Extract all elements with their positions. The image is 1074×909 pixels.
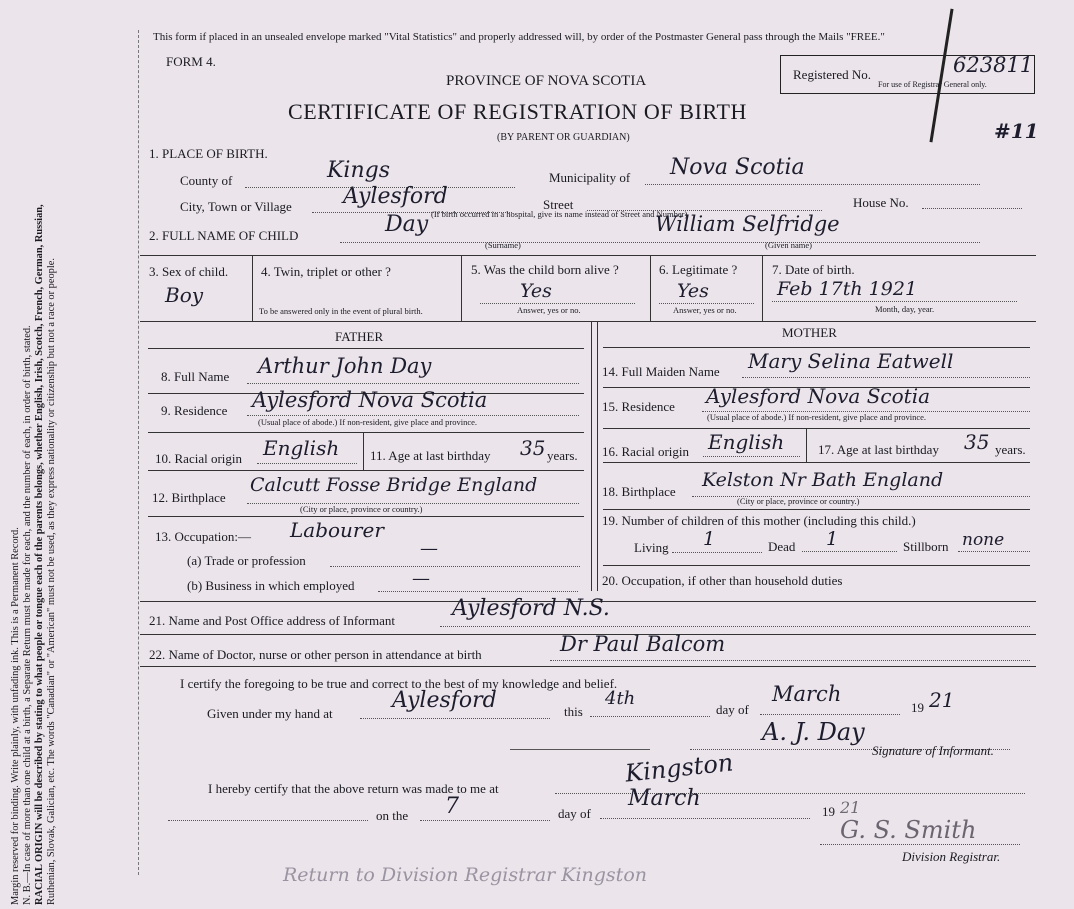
given-name-note: (Given name) <box>765 240 812 250</box>
father-racial-value: English <box>263 436 340 460</box>
alive-label: 5. Was the child born alive ? <box>471 262 619 277</box>
mother-occupation-label: 20. Occupation, if other than household duties <box>602 573 843 588</box>
certify-day: 4th <box>605 688 636 709</box>
registrar-year-prefix: 19 <box>822 804 835 819</box>
sex-label: 3. Sex of child. <box>149 264 229 279</box>
business-value: — <box>412 568 430 589</box>
dead-label: Dead <box>768 539 796 554</box>
margin-notes <box>10 25 130 905</box>
certify-day-of-label: day of <box>716 702 749 717</box>
dead-value: 1 <box>826 528 839 550</box>
certificate-subtitle: (BY PARENT OR GUARDIAN) <box>497 132 630 143</box>
father-age-unit: years. <box>547 448 578 463</box>
corner-mark: #11 <box>994 119 1039 143</box>
municipality-value: Nova Scotia <box>670 155 805 180</box>
mail-notice: This form if placed in an unsealed envelope marked "Vital Statistics" and properly addressed will, by order of the Postmaster General pass through the Mails "FREE." <box>153 31 885 43</box>
street-label: Street <box>543 197 574 212</box>
date-note: Month, day, year. <box>875 304 935 314</box>
date-value: Feb 17th 1921 <box>777 278 918 300</box>
father-occupation-value: Labourer <box>290 518 384 542</box>
living-value: 1 <box>703 528 716 550</box>
margin-note-1: Margin reserved for binding. Write plainly, with unfading ink. This is a Permanent Record. <box>10 527 21 905</box>
registered-note: For use of Registrar General only. <box>878 80 987 89</box>
father-residence-value: Aylesford Nova Scotia <box>252 388 488 412</box>
county-value: Kings <box>327 158 391 183</box>
county-label: County of <box>180 173 233 188</box>
mother-birthplace-label: 18. Birthplace <box>602 484 676 499</box>
legitimate-label: 6. Legitimate ? <box>659 262 738 277</box>
house-label: House No. <box>853 195 909 210</box>
certify-year-prefix: 19 <box>911 700 924 715</box>
footer-note: Return to Division Registrar Kingston <box>283 864 647 886</box>
legitimate-value: Yes <box>677 280 709 302</box>
informant-signature: A. J. Day <box>762 718 865 746</box>
mother-name-label: 14. Full Maiden Name <box>602 364 720 379</box>
father-occupation-label: 13. Occupation:— <box>155 529 252 544</box>
margin-note-3: RACIAL ORIGIN will be described by stating to what people or tongue each of the parents belongs, whether English, Irish, Scotch, French, German, Russian, <box>34 204 45 905</box>
registrar-signature: G. S. Smith <box>840 816 977 844</box>
father-birthplace-value: Calcutt Fosse Bridge England <box>250 474 538 496</box>
doctor-label: 22. Name of Doctor, nurse or other person in attendance at birth <box>149 647 482 662</box>
mother-residence-value: Aylesford Nova Scotia <box>706 384 931 408</box>
informant-value: Aylesford N.S. <box>452 596 610 621</box>
trade-label: (a) Trade or profession <box>187 553 306 568</box>
this-label: this <box>564 704 583 719</box>
registered-label: Registered No. <box>793 67 871 82</box>
children-count-label: 19. Number of children of this mother (including this child.) <box>602 513 916 528</box>
registrar-day-of-label: day of <box>558 806 591 821</box>
mother-residence-note: (Usual place of abode.) If non-resident, give place and province. <box>707 412 927 422</box>
doctor-value: Dr Paul Balcom <box>560 632 726 656</box>
given-under-label: Given under my hand at <box>207 706 333 721</box>
alive-value: Yes <box>520 280 552 302</box>
province-heading: PROVINCE OF NOVA SCOTIA <box>446 73 647 89</box>
mother-heading: MOTHER <box>782 325 837 340</box>
registrar-day: 7 <box>445 794 459 819</box>
certify-year: 21 <box>929 688 955 712</box>
form-number: FORM 4. <box>166 54 216 69</box>
mother-name-value: Mary Selina Eatwell <box>748 349 954 373</box>
legitimate-note: Answer, yes or no. <box>673 305 737 315</box>
mother-residence-label: 15. Residence <box>602 399 675 414</box>
mother-age-label: 17. Age at last birthday <box>818 442 939 457</box>
trade-value: — <box>420 538 438 559</box>
mother-age-value: 35 <box>964 430 990 454</box>
informant-label: 21. Name and Post Office address of Informant <box>149 613 395 628</box>
certify-statement: I certify the foregoing to be true and correct to the best of my knowledge and belief. <box>180 676 618 691</box>
certify-month: March <box>772 682 842 706</box>
father-age-label: 11. Age at last birthday <box>370 448 491 463</box>
certificate-title: CERTIFICATE OF REGISTRATION OF BIRTH <box>288 99 747 124</box>
on-the-label: on the <box>376 808 409 823</box>
mother-racial-value: English <box>708 430 785 454</box>
father-name-value: Arthur John Day <box>258 354 432 378</box>
alive-note: Answer, yes or no. <box>517 305 581 315</box>
father-age-value: 35 <box>520 436 546 460</box>
mother-birthplace-note: (City or place, province or country.) <box>737 496 860 506</box>
informant-signature-label: Signature of Informant. <box>872 743 994 758</box>
business-label: (b) Business in which employed <box>187 578 355 593</box>
registrar-signature-label: Division Registrar. <box>902 849 1001 864</box>
twin-note: To be answered only in the event of plural birth. <box>259 306 423 316</box>
registrar-statement: I hereby certify that the above return was made to me at <box>208 781 499 796</box>
registrar-place: Kingston <box>623 748 735 788</box>
registered-number: 623811 <box>953 53 1034 77</box>
mother-racial-label: 16. Racial origin <box>602 444 690 459</box>
stillborn-value: none <box>962 530 1005 550</box>
sex-value: Boy <box>165 283 204 307</box>
father-racial-label: 10. Racial origin <box>155 451 243 466</box>
city-value: Aylesford <box>343 184 448 209</box>
city-label: City, Town or Village <box>180 199 292 214</box>
father-residence-label: 9. Residence <box>161 403 228 418</box>
child-surname: Day <box>385 212 429 237</box>
registrar-year: 21 <box>840 798 861 817</box>
child-name-label: 2. FULL NAME OF CHILD <box>149 228 299 243</box>
living-label: Living <box>634 540 669 555</box>
father-name-label: 8. Full Name <box>161 369 230 384</box>
municipality-label: Municipality of <box>549 170 631 185</box>
stillborn-label: Stillborn <box>903 539 949 554</box>
given-place: Aylesford <box>392 688 497 713</box>
father-birthplace-note: (City or place, province or country.) <box>300 504 423 514</box>
hospital-note: (If birth occurred in a hospital, give its name instead of Street and Number) <box>431 209 688 219</box>
father-heading: FATHER <box>335 329 384 344</box>
margin-note-2: N. B.—In case of more than one child at a birth, a Separate Return must be made for each, and the number of each, in order of birth, stated. <box>22 325 33 905</box>
surname-note: (Surname) <box>485 240 521 250</box>
child-given-name: William Selfridge <box>655 212 840 236</box>
father-residence-note: (Usual place of abode.) If non-resident, give place and province. <box>258 417 478 427</box>
date-label: 7. Date of birth. <box>772 262 855 277</box>
margin-note-4: Ruthenian, Slovak, Galician, etc. The words "Canadian" or "American" must not be used, as they express nationality or citizenship but not a race or people. <box>46 258 57 905</box>
registrar-month: March <box>628 786 701 811</box>
father-birthplace-label: 12. Birthplace <box>152 490 226 505</box>
place-heading: 1. PLACE OF BIRTH. <box>149 146 268 161</box>
mother-age-unit: years. <box>995 442 1026 457</box>
mother-birthplace-value: Kelston Nr Bath England <box>702 469 944 491</box>
twin-label: 4. Twin, triplet or other ? <box>261 264 391 279</box>
binding-margin-line <box>138 30 139 875</box>
